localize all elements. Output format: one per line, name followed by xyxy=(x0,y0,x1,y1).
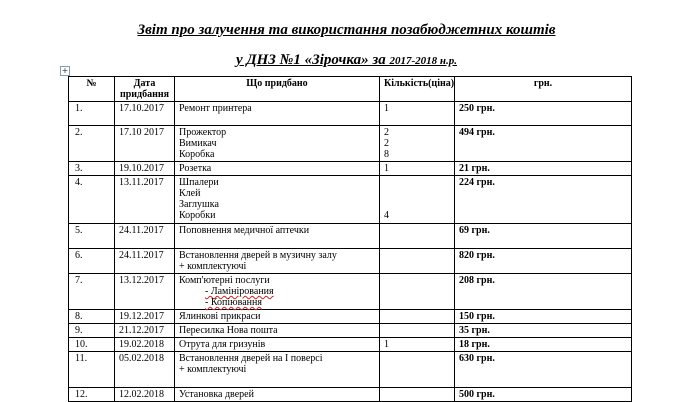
quantity-line xyxy=(384,389,450,400)
quantity-line xyxy=(384,225,450,236)
item-line: + комплектуючі xyxy=(179,261,247,272)
row-date: 13.11.2017 xyxy=(115,176,175,224)
table-header-row xyxy=(69,77,632,102)
row-item xyxy=(175,126,380,162)
row-item xyxy=(175,388,380,402)
row-price: 21 грн. xyxy=(455,162,632,176)
header-price: грн. xyxy=(455,77,632,102)
row-price: 150 грн. xyxy=(455,310,632,324)
row-price: 224 грн. xyxy=(455,176,632,224)
item-line: Вимикач xyxy=(179,138,217,149)
row-number: 10. xyxy=(69,338,115,352)
row-quantity xyxy=(380,224,455,249)
row-quantity xyxy=(380,388,455,402)
table-row xyxy=(69,388,632,402)
row-item xyxy=(175,324,380,338)
row-price: 208 грн. xyxy=(455,274,632,310)
row-price: 494 грн. xyxy=(455,126,632,162)
table-row xyxy=(69,338,632,352)
row-item xyxy=(175,352,380,388)
subtitle-main: у ДНЗ №1 «Зірочка» за xyxy=(235,52,390,68)
row-date: 19.12.2017 xyxy=(115,310,175,324)
item-line: Розетка xyxy=(179,163,212,174)
row-number: 5. xyxy=(69,224,115,249)
table-row xyxy=(69,162,632,176)
item-line: Установка дверей xyxy=(179,389,254,400)
quantity-line xyxy=(384,275,450,286)
quantity-line: 1 xyxy=(384,339,389,350)
row-item xyxy=(175,224,380,249)
row-number: 12. xyxy=(69,388,115,402)
table-row xyxy=(69,310,632,324)
table-row xyxy=(69,324,632,338)
quantity-line: 1 xyxy=(384,163,389,174)
item-line: Встановлення дверей на І поверсі xyxy=(179,353,323,364)
quantity-line xyxy=(384,353,450,364)
expenses-table xyxy=(68,76,632,402)
item-line: Клей xyxy=(179,188,201,199)
item-line: - Ламінірования xyxy=(205,286,274,297)
subtitle-year: 2017-2018 н.р. xyxy=(389,55,458,67)
row-number: 4. xyxy=(69,176,115,224)
row-quantity xyxy=(380,324,455,338)
row-quantity xyxy=(380,310,455,324)
row-price: 69 грн. xyxy=(455,224,632,249)
row-date: 17.10.2017 xyxy=(115,102,175,126)
quantity-line xyxy=(384,311,450,322)
item-line: Заглушка xyxy=(179,199,219,210)
row-number: 6. xyxy=(69,249,115,274)
row-number: 11. xyxy=(69,352,115,388)
table-move-handle-icon[interactable]: + xyxy=(61,66,69,75)
table-body xyxy=(69,102,632,402)
item-line: Шпалери xyxy=(179,177,219,188)
row-quantity xyxy=(380,102,455,126)
table-row xyxy=(69,224,632,249)
quantity-line: 2 xyxy=(384,138,389,149)
report-title: Звіт про залучення та використання позабюджетних коштів xyxy=(137,22,556,38)
quantity-line: 4 xyxy=(384,210,389,221)
row-price: 35 грн. xyxy=(455,324,632,338)
quantity-line xyxy=(384,325,450,336)
row-date: 24.11.2017 xyxy=(115,249,175,274)
report-subtitle xyxy=(0,52,693,69)
item-line: + комплектуючі xyxy=(179,364,247,375)
row-quantity xyxy=(380,274,455,310)
row-item xyxy=(175,176,380,224)
row-quantity xyxy=(380,176,455,224)
quantity-line xyxy=(384,199,450,210)
row-item xyxy=(175,102,380,126)
quantity-line xyxy=(384,177,450,188)
item-line: Отрута для гризунів xyxy=(179,339,266,350)
header-date: Дата придбання xyxy=(115,77,175,102)
row-date: 21.12.2017 xyxy=(115,324,175,338)
row-price: 630 грн. xyxy=(455,352,632,388)
header-num: № xyxy=(69,77,115,102)
table-row xyxy=(69,352,632,388)
item-line: Встановлення дверей в музичну залу xyxy=(179,250,337,261)
header-item: Що придбано xyxy=(175,77,380,102)
item-line: Комп'ютерні послуги xyxy=(179,275,270,286)
row-price: 18 грн. xyxy=(455,338,632,352)
row-quantity xyxy=(380,249,455,274)
row-date: 13.12.2017 xyxy=(115,274,175,310)
row-date: 19.10.2017 xyxy=(115,162,175,176)
row-number: 9. xyxy=(69,324,115,338)
row-quantity xyxy=(380,126,455,162)
quantity-line: 1 xyxy=(384,103,389,114)
item-line: Поповнення медичної аптечки xyxy=(179,225,310,236)
quantity-line xyxy=(384,188,450,199)
quantity-line: 2 xyxy=(384,127,389,138)
item-line: Коробки xyxy=(179,210,216,221)
row-number: 3. xyxy=(69,162,115,176)
item-line: Коробка xyxy=(179,149,215,160)
quantity-line: 8 xyxy=(384,149,389,160)
table-row xyxy=(69,274,632,310)
row-date: 17.10 2017 xyxy=(115,126,175,162)
row-date: 05.02.2018 xyxy=(115,352,175,388)
row-item xyxy=(175,338,380,352)
table-row xyxy=(69,176,632,224)
row-date: 24.11.2017 xyxy=(115,224,175,249)
row-date: 12.02.2018 xyxy=(115,388,175,402)
item-line: Прожектор xyxy=(179,127,227,138)
row-price: 250 грн. xyxy=(455,102,632,126)
item-line: Ремонт принтера xyxy=(179,103,252,114)
row-price: 820 грн. xyxy=(455,249,632,274)
header-qty: Кількість(ціна) xyxy=(380,77,455,102)
row-quantity xyxy=(380,352,455,388)
row-number: 1. xyxy=(69,102,115,126)
table-row xyxy=(69,126,632,162)
item-line: Пересилка Нова пошта xyxy=(179,325,278,336)
row-number: 7. xyxy=(69,274,115,310)
table-row xyxy=(69,102,632,126)
table-row xyxy=(69,249,632,274)
row-number: 8. xyxy=(69,310,115,324)
row-date: 19.02.2018 xyxy=(115,338,175,352)
row-item xyxy=(175,310,380,324)
row-item xyxy=(175,274,380,310)
quantity-line xyxy=(384,250,450,261)
item-line: - Копіювання xyxy=(205,297,262,308)
row-item xyxy=(175,162,380,176)
row-item xyxy=(175,249,380,274)
row-price: 500 грн. xyxy=(455,388,632,402)
item-line: Ялинкові прикраси xyxy=(179,311,261,322)
row-number: 2. xyxy=(69,126,115,162)
row-quantity xyxy=(380,338,455,352)
row-quantity xyxy=(380,162,455,176)
